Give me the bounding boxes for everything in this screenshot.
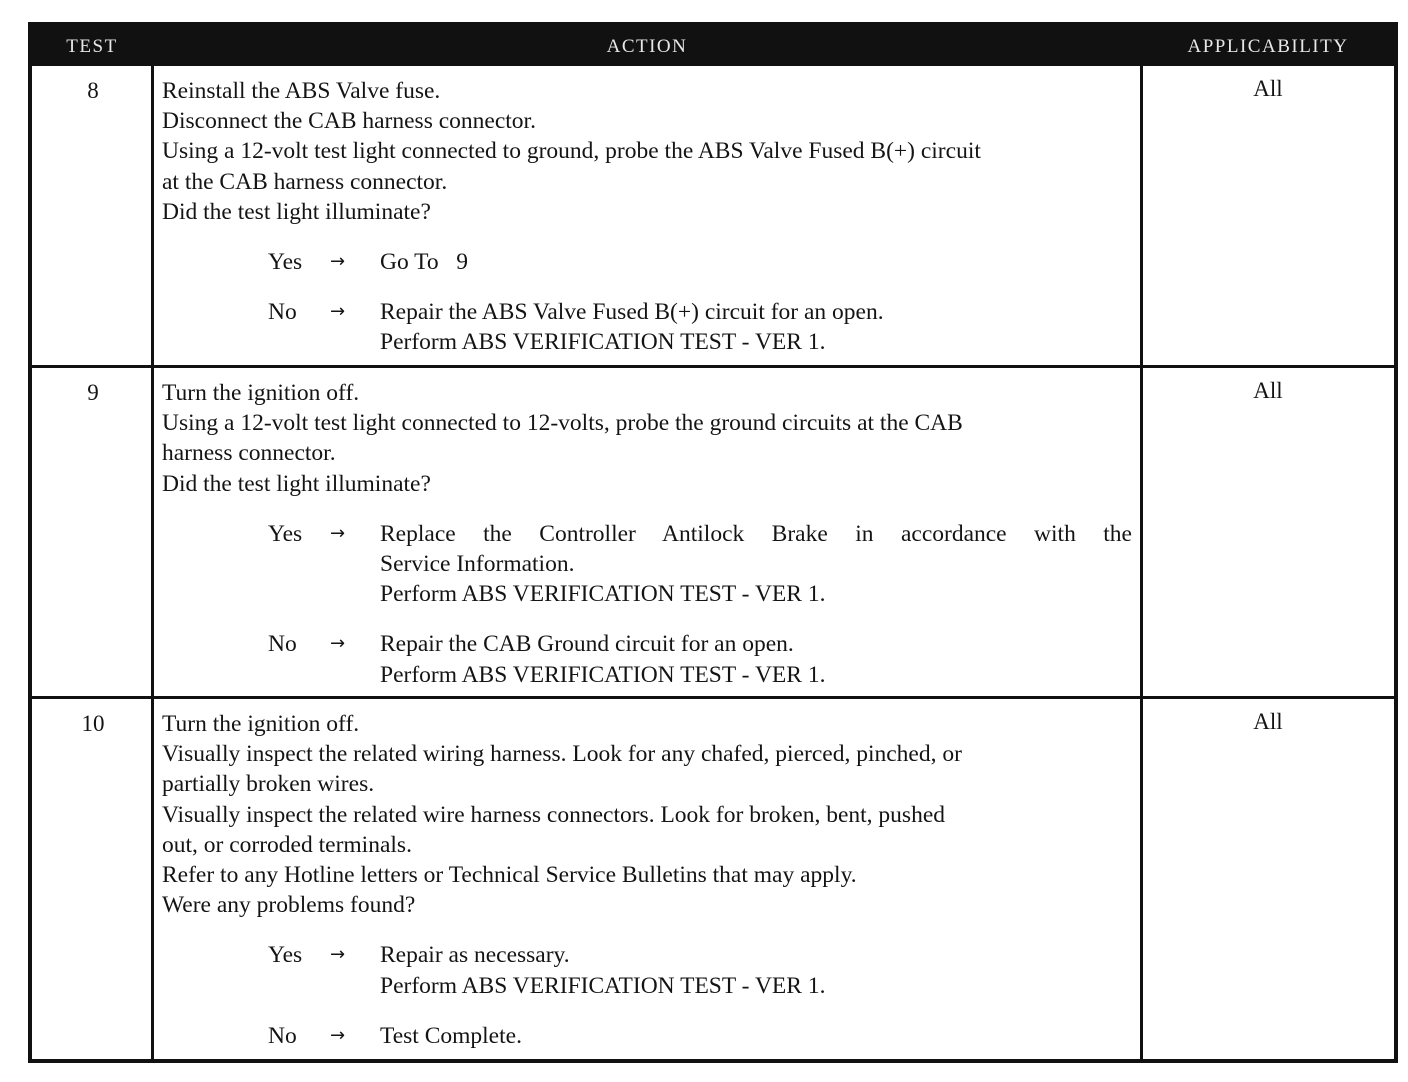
outcomes xyxy=(162,519,1138,690)
action-line: partially broken wires. xyxy=(162,771,375,798)
action-line: Turn the ignition off. xyxy=(162,380,360,406)
result-line: Test Complete. xyxy=(380,1022,522,1049)
result-line: Go To 9 xyxy=(380,249,469,276)
outcome-yes xyxy=(162,247,1138,277)
table-header xyxy=(32,26,1394,66)
result-line: Perform ABS VERIFICATION TEST - VER 1. xyxy=(380,581,826,608)
result-line: Perform ABS VERIFICATION TEST - VER 1. xyxy=(380,972,826,999)
applicability-cell: All xyxy=(1253,378,1283,403)
test-number: 10 xyxy=(81,711,105,736)
action-cell xyxy=(162,76,1138,378)
action-line: Visually inspect the related wire harness connectors. Look for broken, bent, pushed xyxy=(162,801,945,828)
right-arrow-icon: → xyxy=(330,522,346,544)
right-arrow-icon: → xyxy=(330,251,346,273)
outcome-yes xyxy=(162,940,1138,1000)
right-arrow-icon: → xyxy=(330,633,346,655)
outcomes xyxy=(162,247,1138,358)
right-arrow-icon: → xyxy=(330,944,346,966)
result-line: Replace the Controller Antilock Brake in accordance with the xyxy=(380,520,1132,547)
action-line: Visually inspect the related wiring harness. Look for any chafed, pierced, pinched, or xyxy=(162,741,962,768)
table-row xyxy=(32,699,1394,1059)
action-line: out, or corroded terminals. xyxy=(162,831,412,858)
action-line: Turn the ignition off. xyxy=(162,711,360,737)
result-line: Perform ABS VERIFICATION TEST - VER 1. xyxy=(380,661,826,688)
action-line: Reinstall the ABS Valve fuse. xyxy=(162,78,441,104)
action-line: at the CAB harness connector. xyxy=(162,168,448,195)
outcome-no xyxy=(162,1021,1138,1051)
outcome-no xyxy=(162,629,1138,689)
test-number: 8 xyxy=(87,78,99,103)
result-line: Perform ABS VERIFICATION TEST - VER 1. xyxy=(380,329,826,356)
outcome-label: Yes xyxy=(268,942,303,969)
test-number: 9 xyxy=(87,380,99,405)
outcome-result xyxy=(380,940,1138,1000)
outcomes xyxy=(162,940,1138,1051)
action-line: Did the test light illuminate? xyxy=(162,198,431,225)
outcome-no xyxy=(162,297,1138,357)
result-line: Repair the CAB Ground circuit for an open. xyxy=(380,631,794,658)
right-arrow-icon: → xyxy=(330,1024,346,1046)
outcome-label: No xyxy=(268,631,297,658)
action-line: Disconnect the CAB harness connector. xyxy=(162,108,536,135)
action-cell xyxy=(162,378,1138,710)
applicability-cell: All xyxy=(1253,76,1283,101)
action-line: Were any problems found? xyxy=(162,892,416,919)
header-applicability: APPLICABILITY xyxy=(1187,36,1349,57)
outcome-label: No xyxy=(268,1022,297,1049)
outcome-label: Yes xyxy=(268,249,303,276)
header-action: ACTION xyxy=(606,36,688,57)
applicability-cell: All xyxy=(1253,709,1283,734)
result-line: Repair as necessary. xyxy=(380,942,570,969)
outcome-result xyxy=(380,297,1138,357)
action-cell xyxy=(162,709,1138,1071)
header-test: TEST xyxy=(66,36,118,57)
outcome-yes xyxy=(162,519,1138,610)
table-row xyxy=(32,368,1394,696)
outcome-label: No xyxy=(268,299,297,326)
outcome-result xyxy=(380,1021,1138,1051)
right-arrow-icon: → xyxy=(330,301,346,323)
outcome-result xyxy=(380,247,1138,277)
table-row xyxy=(32,66,1394,365)
action-line: harness connector. xyxy=(162,440,336,467)
outcome-result xyxy=(380,519,1138,610)
action-line: Did the test light illuminate? xyxy=(162,470,431,497)
action-line: Refer to any Hotline letters or Technical Service Bulletins that may apply. xyxy=(162,862,857,889)
outcome-result xyxy=(380,629,1138,689)
diagnostic-test-table xyxy=(28,22,1398,1063)
action-line: Using a 12-volt test light connected to ground, probe the ABS Valve Fused B(+) circuit xyxy=(162,138,981,165)
result-line: Repair the ABS Valve Fused B(+) circuit for an open. xyxy=(380,299,884,326)
outcome-label: Yes xyxy=(268,520,303,547)
action-line: Using a 12-volt test light connected to 12-volts, probe the ground circuits at the CAB xyxy=(162,410,963,437)
result-line: Service Information. xyxy=(380,551,575,578)
